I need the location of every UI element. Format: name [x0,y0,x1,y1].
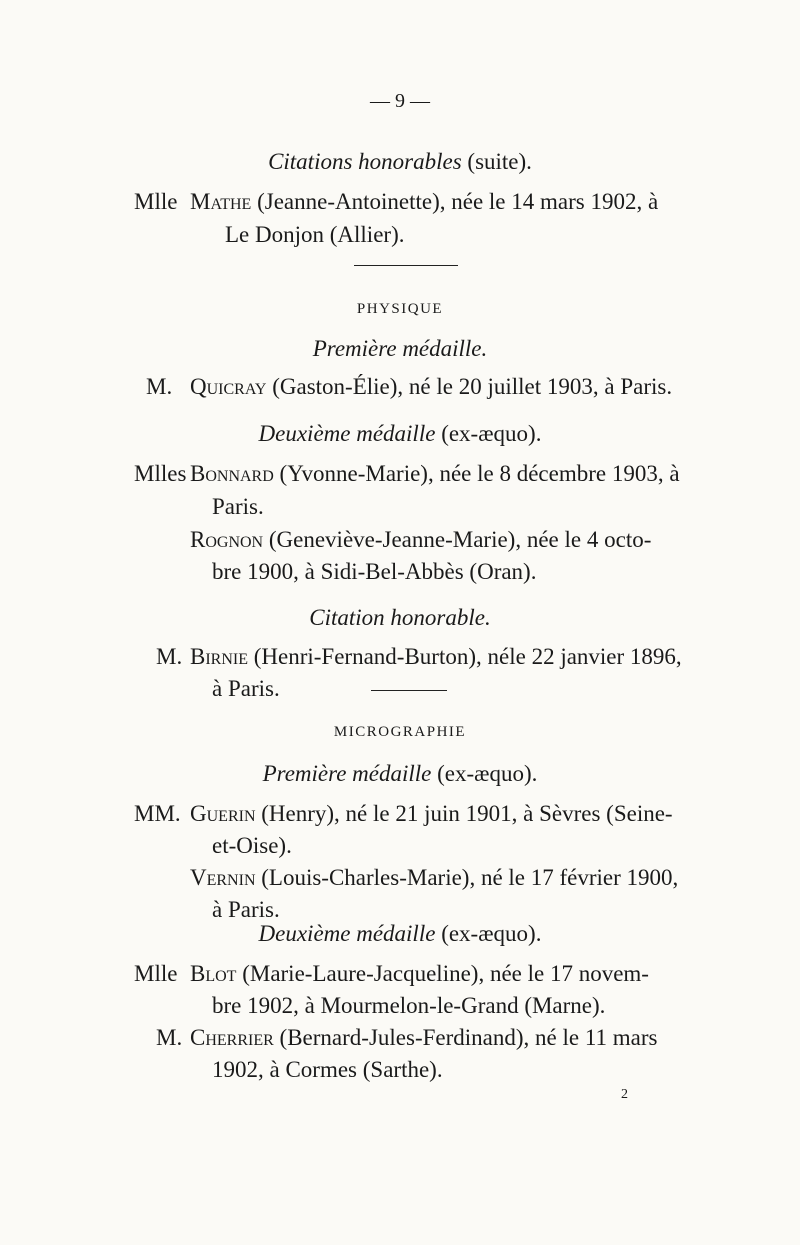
entry-name: Blot [190,961,237,986]
entry-text: (Gaston-Élie), né le 20 juillet 1903, à Paris. [272,374,673,399]
entry-line [190,866,678,889]
entry-text: (Bernard-Jules-Ferdinand), né le 11 mars [279,1025,658,1050]
entry-text: (Yvonne-Marie), née le 8 décembre 1903, à [279,461,680,486]
award-label-suffix: (ex-æquo). [441,421,542,446]
page-number: — 9 — [370,90,430,112]
entry-continuation: bre 1900, à Sidi-Bel-Abbès (Oran). [212,559,537,584]
entry-title: Mlle [134,961,178,986]
entry-continuation: 1902, à Cormes (Sarthe). [212,1057,443,1082]
award-label [0,922,800,945]
entry-name: Rognon [190,527,264,552]
entry-line [190,462,680,485]
award-label-suffix: (ex-æquo). [441,921,542,946]
entry-continuation: Paris. [212,494,264,519]
entry-title: M. [156,1025,183,1050]
entry-title: Mlles [134,461,187,486]
entry-continuation: bre 1902, à Mourmelon-le-Grand (Marne). [212,993,606,1018]
entry-continuation: à Paris. [212,897,280,922]
entry-name: Cherrier [190,1025,274,1050]
entry-text: (Louis-Charles-Marie), né le 17 février 1900, [261,865,679,890]
section-heading-micrographie: MICROGRAPHIE [333,724,467,740]
entry-text: (Jeanne-Antoinette), née le 14 mars 1902, à [257,189,659,214]
entry-title: Mlle [134,189,178,214]
award-label [0,762,800,785]
entry-title: M. [156,644,183,669]
entry-name: Bonnard [190,461,274,486]
citations-heading-suffix: (suite). [467,149,532,174]
entry-text: (Geneviève-Jeanne-Marie), née le 4 octo- [268,527,652,552]
entry-line [190,645,682,668]
entry-title: M. [146,374,173,399]
entry-text: (Henri-Fernand-Burton), néle 22 janvier 1896, [253,644,682,669]
entry-line [190,802,673,825]
citations-heading-label: Citations honorables [268,149,462,174]
citations-heading [0,150,800,173]
award-label [0,422,800,445]
section-divider [354,265,458,266]
section-divider [371,690,447,691]
signature-mark: 2 [621,1087,628,1102]
award-label-text: Deuxième médaille [258,421,436,446]
entry-line [190,190,658,213]
award-label: Citation honorable. [309,605,491,630]
entry-continuation: à Paris. [212,676,280,701]
entry-name: Vernin [190,865,256,890]
award-label: Première médaille. [312,336,488,361]
entry-name: Mathe [190,189,252,214]
entry-line [190,375,672,398]
entry-line [190,962,649,985]
entry-continuation: et-Oise). [212,833,292,858]
entry-name: Birnie [190,644,248,669]
entry-title: MM. [134,801,181,826]
entry-name: Guerin [190,801,256,826]
entry-text: (Henry), né le 21 juin 1901, à Sèvres (Seine- [261,801,673,826]
entry-continuation: Le Donjon (Allier). [225,222,405,247]
entry-text: (Marie-Laure-Jacqueline), née le 17 novem- [242,961,649,986]
section-heading-physique: PHYSIQUE [356,301,444,317]
entry-line [190,1026,657,1049]
award-label-suffix: (ex-æquo). [437,761,538,786]
award-label-text: Première médaille [262,761,432,786]
entry-name: Quicray [190,374,267,399]
award-label-text: Deuxième médaille [258,921,436,946]
entry-line [190,528,651,551]
